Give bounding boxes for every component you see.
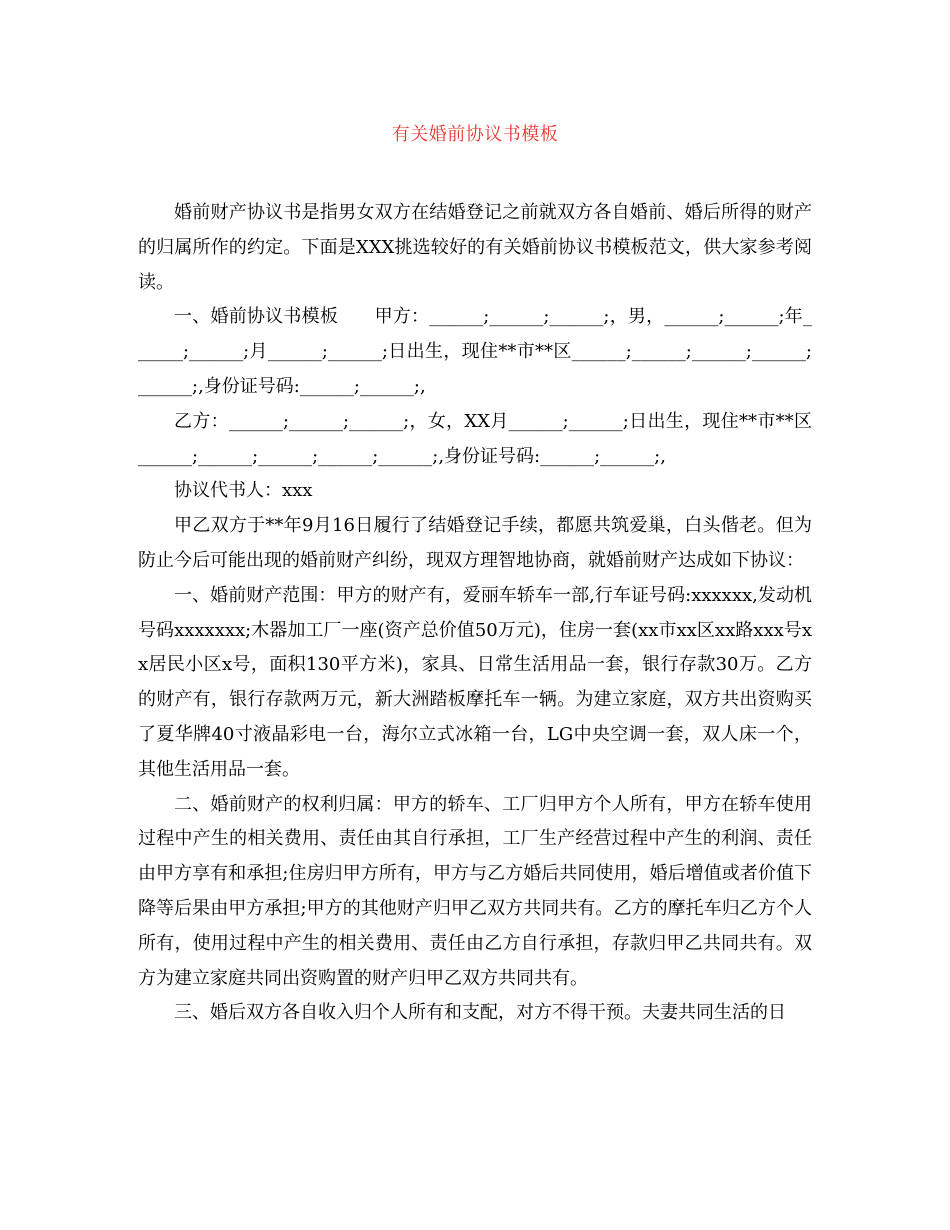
- paragraph-clause-1: 一、婚前财产范围：甲方的财产有，爱丽车轿车一部,行车证号码:xxxxxx,发动机号码xxxxxxx;木器加工厂一座(资产总价值50万元)，住房一套(xx市xx区xx路xxx号xx居民小区x号，面积130平方米)，家具、日常生活用品一套，银行存款30万。乙方的财产有，银行存款两万元，新大洲踏板摩托车一辆。为建立家庭，双方共出资购买了夏华牌40寸液晶彩电一台，海尔立式冰箱一台，LG中央空调一套，双人床一个，其他生活用品一套。: [138, 584, 812, 780]
- paragraph-intro: 婚前财产协议书是指男女双方在结婚登记之前就双方各自婚前、婚后所得的财产的归属所作的约定。下面是XXX挑选较好的有关婚前协议书模板范文，供大家参考阅读。: [138, 202, 812, 293]
- paragraph-preamble: 甲乙双方于**年9月16日履行了结婚登记手续，都愿共筑爱巢，白头偕老。但为防止今后可能出现的婚前财产纠纷，现双方理智地协商，就婚前财产达成如下协议：: [138, 515, 812, 571]
- paragraph-party-a: 一、婚前协议书模板 甲方：______;______;______;，男，______;______;年______;______;月______;______;日出生，现住**市**区______;______;______;______;______;,身份证号码:______;______;,: [138, 306, 812, 397]
- paragraph-party-b: 乙方：______;______;______;，女，XX月______;______;日出生，现住**市**区______;______;______;______;______;,身份证号码:______;______;,: [138, 410, 812, 467]
- paragraph-clause-3: 三、婚后双方各自收入归个人所有和支配，对方不得干预。夫妻共同生活的日: [174, 1002, 786, 1024]
- document-title: 有关婚前协议书模板: [391, 124, 559, 145]
- paragraph-clause-2: 二、婚前财产的权利归属：甲方的轿车、工厂归甲方个人所有，甲方在轿车使用过程中产生的相关费用、责任由其自行承担，工厂生产经营过程中产生的利润、责任由甲方享有和承担;住房归甲方所有，甲方与乙方婚后共同使用，婚后增值或者价值下降等后果由甲方承担;甲方的其他财产归甲乙双方共同共有。乙方的摩托车归乙方个人所有，使用过程中产生的相关费用、责任由乙方自行承担，存款归甲乙共同共有。双方为建立家庭共同出资购置的财产归甲乙双方共同共有。: [138, 793, 812, 989]
- paragraph-scribe: 协议代书人：xxx: [174, 480, 313, 502]
